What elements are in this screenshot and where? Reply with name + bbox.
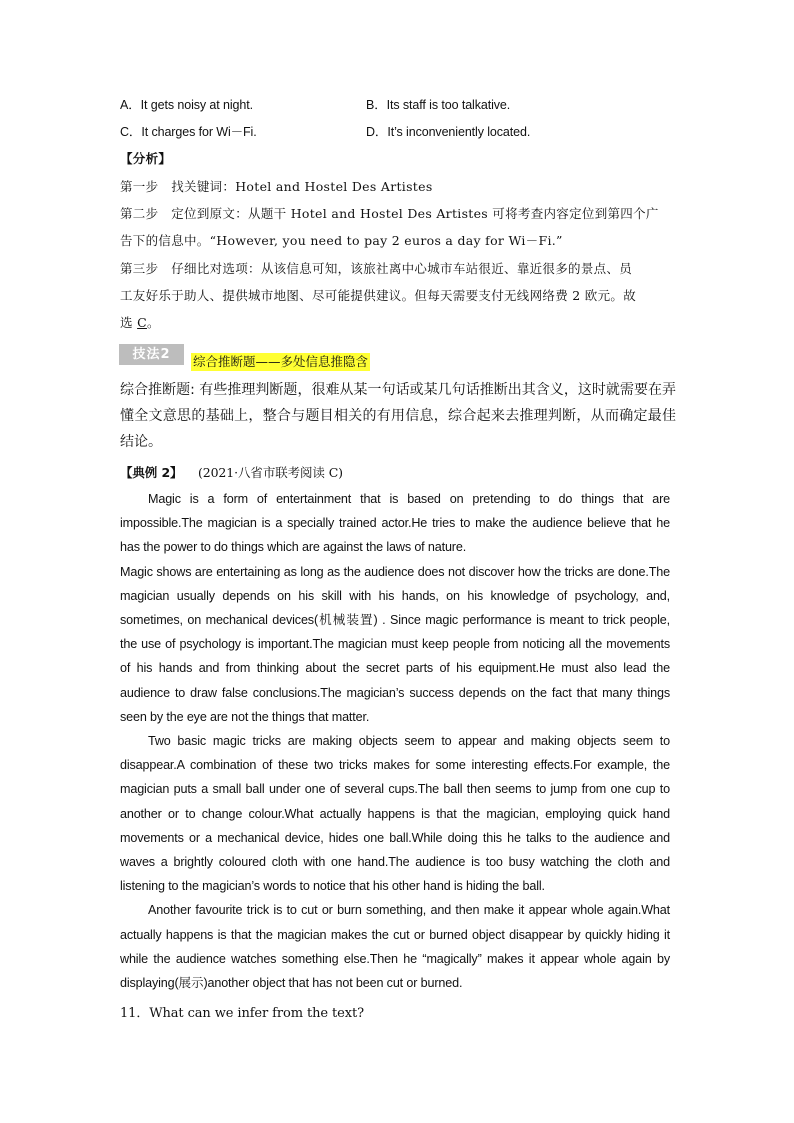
option-b-text: Its staff is too talkative. xyxy=(386,98,511,112)
option-c xyxy=(120,124,257,140)
analysis-step2-line1 xyxy=(120,206,659,222)
step1-label: 第一步 xyxy=(120,179,159,194)
option-d xyxy=(366,124,530,140)
step3-answer: C xyxy=(137,315,147,330)
option-a-letter: A． xyxy=(120,98,141,112)
question-number: 11． xyxy=(120,1006,150,1021)
question-11 xyxy=(120,1006,364,1022)
option-d-letter: D． xyxy=(366,125,388,139)
step3-prefix: 选 xyxy=(120,315,138,330)
step1-text: 找关键词：Hotel and Hostel Des Artistes xyxy=(171,179,433,194)
step2-text-1: 定位到原文：从题干 Hotel and Hostel Des Artistes 可将考查内容定位到第四个广 xyxy=(171,206,659,221)
passage-paragraph-2: Magic shows are entertaining as long as the audience does not discover how the tricks are done.The magician usually depends on his skill with his hands, on his knowledge of psychology, and, sometimes, on mechanical devices(机械装置) . Since magic performance is meant to trick people, the use of psychology is important.The magician must keep people from noticing all the movements of his hands and from thinking about the secret parts of his equipment.He must also lead the audience to draw false conclusions.The magician’s success depends on the fact that many things seen by the eye are not the things that matter. xyxy=(120,564,670,724)
option-b xyxy=(366,97,510,113)
analysis-step3-line1 xyxy=(120,261,632,277)
passage xyxy=(120,487,670,995)
option-c-text: It charges for Wi－Fi. xyxy=(141,125,257,139)
option-c-letter: C． xyxy=(120,125,142,139)
analysis-heading: 【分析】 xyxy=(120,151,172,166)
example-header xyxy=(120,465,343,481)
passage-paragraph-3: Two basic magic tricks are making objects seem to appear and making objects seem to disappear.A combination of these two tricks makes for some interesting effects.For example, the magician puts a small ball under one of several cups.The ball then seems to jump from one cup to another or to change colour.What actually happens is that the magician, employing quick hand movements or a mechanical device, hides one ball.While doing this he talks to the audience and waves a brightly coloured cloth with one hand.The audience is too busy watching the cloth and listening to the magician’s words to notice that his other hand is hiding the ball. xyxy=(120,734,670,894)
analysis-step2-line2: 告下的信息中。“However, you need to pay 2 euros a day for Wi－Fi.” xyxy=(120,233,563,248)
step3-label: 第三步 xyxy=(120,261,159,276)
passage-paragraph-4: Another favourite trick is to cut or burn something, and then make it appear whole again.What actually happens is that the magician makes the cut or burned object disappear by quickly hiding it while the audience watches something else.Then he “magically” makes it appear whole again by displaying(展示)another object that has not been cut or burned. xyxy=(120,903,670,991)
analysis-step3-line2: 工友好乐于助人、提供城市地图、尽可能提供建议。但每天需要支付无线网络费 2 欧元。故 xyxy=(120,288,637,303)
option-a-text: It gets noisy at night. xyxy=(140,98,253,112)
technique-title: 综合推断题——多处信息推隐含 xyxy=(193,354,369,369)
step2-label: 第二步 xyxy=(120,206,159,221)
analysis-step3-line3 xyxy=(120,315,160,331)
option-b-letter: B． xyxy=(366,98,387,112)
step3-text-1: 仔细比对选项：从该信息可知，该旅社离中心城市车站很近、靠近很多的景点、员 xyxy=(171,261,633,276)
technique-description: 综合推断题: 有些推理判断题，很难从某一句话或某几句话推断出其含义，这时就需要在弄懂全文意思的基础上，整合与题目相关的有用信息，综合起来去推理判断，从而确定最佳结论。 xyxy=(120,382,676,450)
analysis-step1 xyxy=(120,179,433,195)
technique-tag: 技法2 xyxy=(119,344,184,365)
question-text: What can we infer from the text? xyxy=(149,1006,364,1021)
option-a xyxy=(120,97,253,113)
example-source: (2021·八省市联考阅读 C) xyxy=(197,465,343,480)
option-d-text: It’s inconveniently located. xyxy=(387,125,531,139)
example-label: 【典例 2】 xyxy=(120,465,183,480)
passage-paragraph-1: Magic is a form of entertainment that is based on pretending to do things that are impossible.The magician is a specially trained actor.He tries to make the audience believe that he has the power to do things which are against the laws of nature. xyxy=(120,492,670,555)
step3-suffix: 。 xyxy=(146,315,160,330)
